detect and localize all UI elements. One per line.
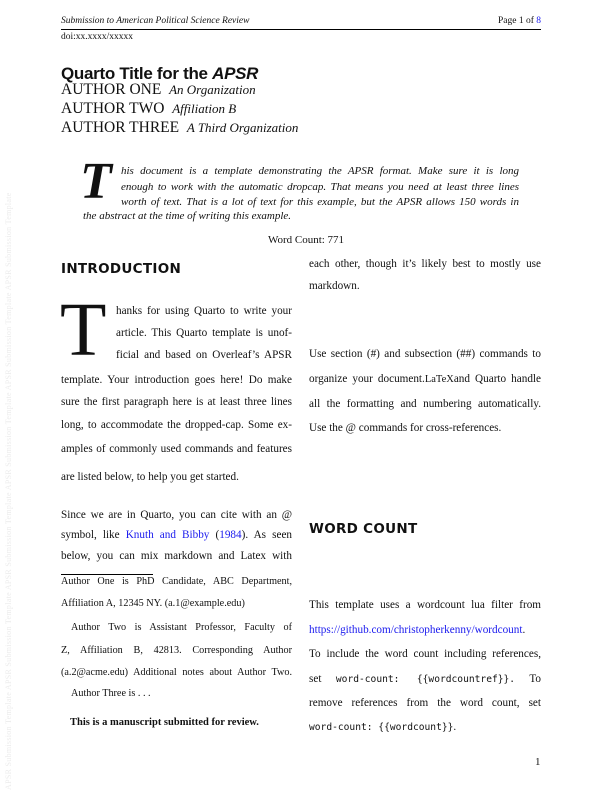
body-line: each other, though it’s likely best to mostly use [309,258,541,270]
footnote-line: Author One is PhD Candidate, ABC Department, [61,576,292,587]
latex-logo: LaTeX [424,374,454,385]
abstract-line: his document is a template demonstrating the APSR format. Make sure it is long [121,165,519,177]
page-indicator [498,16,541,26]
code: word-count: {{wordcountref}}. [335,674,516,685]
abstract-line: the abstract at the time of writing this example. [83,210,292,222]
intro-line: hanks for using Quarto to write your [116,305,292,317]
body-line: all the formatting and numbering automatically. [309,398,541,410]
text: set [309,673,322,685]
body-line [309,672,541,687]
body-line: Use section (#) and subsection (##) commands to [309,348,541,360]
intro-line: Since we are in Quarto, you can cite with an @ [61,509,292,521]
wordcount-repo-link[interactable]: https://github.com/christopherkenny/wordcount [309,624,523,636]
intro-line: sure the first paragraph here is at least three lines [61,396,292,408]
page-prefix: Page 1 of [497,16,537,26]
footnote-line: Z, Affiliation B, 42813. Corresponding Author [61,645,292,656]
word-count: Word Count: 771 [267,234,345,246]
author-name: AUTHOR ONE [61,81,162,98]
text: . [453,721,457,733]
author-line [61,81,256,99]
author-name: AUTHOR TWO [61,100,165,117]
intro-line: template. Your introduction goes here! Do make [61,374,292,386]
code: word-count: {{wordcount}} [309,722,454,733]
section-heading-introduction: INTRODUCTION [61,261,182,277]
text: ( [209,529,220,541]
doi: doi:xx.xxxx/xxxxx [61,32,134,42]
intro-line: long, to accommodate the dropped-cap. Some ex- [61,419,292,431]
text: symbol, like [61,529,126,541]
footnote-line: Author Three is . . . [71,688,151,699]
watermark: APSR Submission Template APSR Submission Template APSR Submission Template APSR Submission Template APSR Submission Template APSR Submission Template [4,192,13,790]
citation-year-link[interactable]: 1984 [219,529,242,541]
author-affiliation: Affiliation B [172,101,237,116]
header-rule [61,29,541,30]
journal-header: Submission to American Political Science Review [61,16,250,26]
title-emph: APSR [212,64,259,83]
author-affiliation: A Third Organization [186,120,299,135]
text: To [529,673,541,685]
body-line: This template uses a wordcount lua filter from [309,599,541,611]
text: and Quarto handle [453,373,541,385]
text: ). As seen [241,529,292,541]
citation-link[interactable]: Knuth and Bibby [125,529,210,541]
abstract-dropcap: T [80,153,112,210]
intro-line: are listed below, to help you get started. [61,471,239,483]
review-note: This is a manuscript submitted for review. [70,717,259,728]
footnote-line: Author Two is Assistant Professor, Faculty of [71,622,292,633]
footnote-line: (a.2@acme.edu) Additional notes about Author Two. [61,667,292,678]
intro-line: below, you can mix markdown and Latex with [61,550,292,562]
author-name: AUTHOR THREE [61,119,180,136]
page-number: 1 [535,756,541,768]
footnote-line: Affiliation A, 12345 NY. (a.1@example.edu) [61,598,245,609]
intro-line: article. This Quarto template is unof- [116,327,292,339]
intro-line: ficial and based on Overleaf’s APSR [116,349,292,361]
body-line [309,720,541,735]
title-main: Quarto Title for the [61,64,213,83]
body-line: markdown. [309,280,360,292]
author-line [61,100,236,118]
body-line: https://github.com/christopherkenny/wordcount. [309,624,526,636]
intro-dropcap: T [60,288,107,372]
abstract-line: enough to work with the automatic dropcap. That means you need at least three lines [121,181,519,193]
body-line [309,372,541,387]
body-line: remove references from the word count, set [309,697,541,709]
intro-line [61,528,292,542]
author-affiliation: An Organization [169,82,256,97]
author-line [61,119,298,137]
body-line: To include the word count including references, [309,648,541,660]
abstract-line: worth of text. That is a lot of text for this example, but the APSR allows 150 words in [121,196,519,208]
intro-line: amples of commonly used commands and features [61,443,292,455]
page-total-link[interactable]: 8 [536,16,541,26]
text: organize your document. [309,373,425,385]
body-line: Use the @ commands for cross-references. [309,422,502,434]
section-heading-word-count: WORD COUNT [309,521,418,537]
